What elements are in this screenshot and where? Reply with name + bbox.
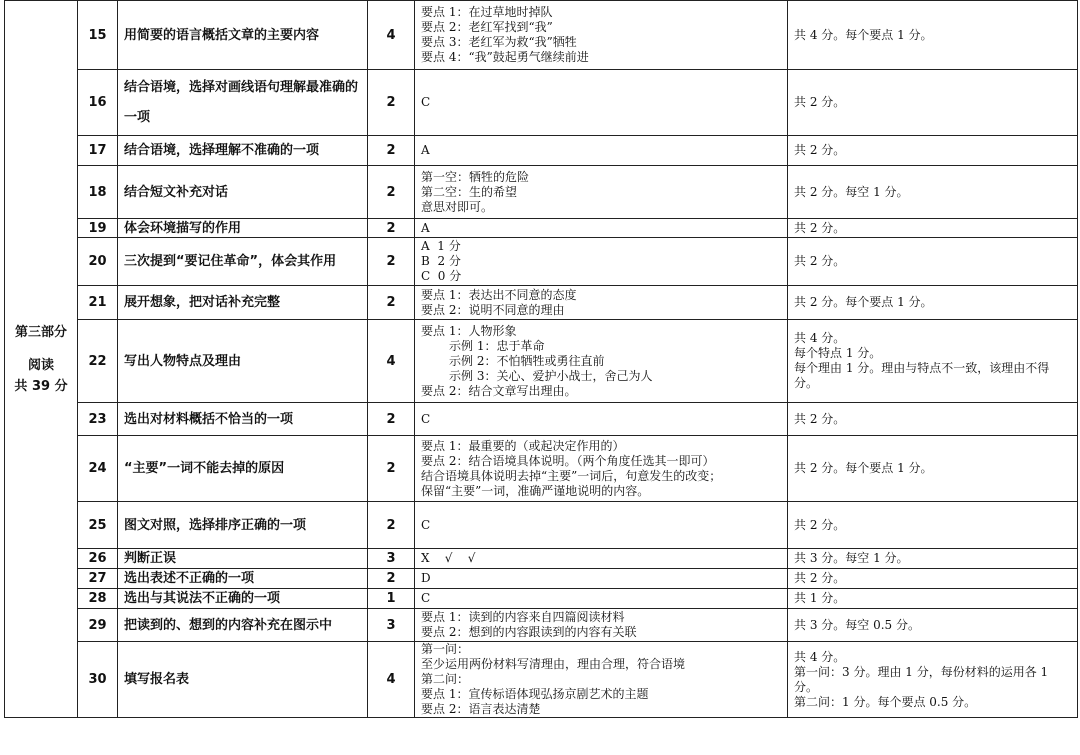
table-row <box>5 1 1078 70</box>
answer-line: 要点 4：“我”鼓起勇气继续前进 <box>421 50 589 64</box>
scoring-note-cell <box>788 589 1078 609</box>
question-description: 三次提到“要记住革命”，体会其作用 <box>118 238 368 286</box>
table-row <box>5 589 1078 609</box>
question-score: 3 <box>368 609 415 642</box>
table-row <box>5 70 1078 136</box>
question-score: 2 <box>368 502 415 549</box>
section-label-cell <box>5 1 78 718</box>
scoring-note-cell <box>788 136 1078 166</box>
question-number: 16 <box>78 70 118 136</box>
answer-line: 要点 2：想到的内容跟读到的内容有关联 <box>421 625 637 639</box>
question-number: 26 <box>78 549 118 569</box>
answer-line: 要点 1：最重要的（或起决定作用的） <box>421 438 625 453</box>
answer-line: D <box>421 571 431 585</box>
answer-line: 要点 2：老红军找到“我” <box>421 20 553 34</box>
answer-line: X √ √ <box>421 551 476 565</box>
question-description: “主要”一词不能去掉的原因 <box>118 436 368 502</box>
answer-cell <box>415 502 788 549</box>
answer-line: 要点 1：宣传标语体现弘扬京剧艺术的主题 <box>421 687 649 701</box>
answer-line: C <box>421 411 431 426</box>
answer-cell <box>415 589 788 609</box>
question-number: 21 <box>78 286 118 320</box>
question-description: 体会环境描写的作用 <box>118 219 368 238</box>
scoring-note-cell <box>788 403 1078 436</box>
question-number: 22 <box>78 320 118 403</box>
answer-cell <box>415 238 788 286</box>
table-row <box>5 219 1078 238</box>
table-row <box>5 166 1078 219</box>
table-row <box>5 436 1078 502</box>
question-description: 用简要的语言概括文章的主要内容 <box>118 1 368 70</box>
question-number: 28 <box>78 589 118 609</box>
question-score: 4 <box>368 320 415 403</box>
scoring-note-cell <box>788 502 1078 549</box>
answer-line: 至少运用两份材料写清理由，理由合理，符合语境 <box>421 657 686 671</box>
question-description: 把读到的、想到的内容补充在图示中 <box>118 609 368 642</box>
answer-cell <box>415 70 788 136</box>
table-row <box>5 403 1078 436</box>
answer-line: 结合语境具体说明去掉“主要”一词后，句意发生的改变； <box>421 468 722 483</box>
scoring-note-cell <box>788 609 1078 642</box>
question-score: 2 <box>368 136 415 166</box>
table-row <box>5 320 1078 403</box>
answer-cell <box>415 609 788 642</box>
scoring-note-line: 每个特点 1 分。 <box>794 346 882 360</box>
answer-line: 示例 2：不怕牺牲或勇往直前 <box>449 353 605 368</box>
answer-line: 要点 2：结合语境具体说明。（两个角度任选其一即可） <box>421 453 715 468</box>
scoring-note-line: 共 2 分。 <box>794 517 846 532</box>
scoring-note-cell <box>788 642 1078 718</box>
scoring-note-cell <box>788 569 1078 589</box>
scoring-note-line: 共 4 分。每个要点 1 分。 <box>794 27 933 42</box>
scoring-note-line: 共 2 分。 <box>794 411 846 426</box>
answer-cell <box>415 1 788 70</box>
scoring-note-cell <box>788 70 1078 136</box>
question-score: 2 <box>368 436 415 502</box>
section-name-label: 阅读 <box>27 357 54 373</box>
table-row <box>5 136 1078 166</box>
answer-line: 要点 1：在过草地时掉队 <box>421 5 553 19</box>
answer-cell <box>415 642 788 718</box>
question-number: 27 <box>78 569 118 589</box>
answer-line: A <box>421 143 430 157</box>
question-number: 23 <box>78 403 118 436</box>
answer-line: B 2 分 <box>421 254 461 268</box>
answer-line: 要点 2：说明不同意的理由 <box>421 302 565 317</box>
scoring-note-line: 共 1 分。 <box>794 591 846 605</box>
scoring-note-cell <box>788 549 1078 569</box>
answer-line: 要点 2：结合文章写出理由。 <box>421 383 577 398</box>
answer-line: A <box>421 220 430 235</box>
question-score: 2 <box>368 569 415 589</box>
question-description: 结合短文补充对话 <box>118 166 368 219</box>
question-score: 3 <box>368 549 415 569</box>
table-row <box>5 569 1078 589</box>
question-score: 2 <box>368 70 415 136</box>
table-row <box>5 238 1078 286</box>
question-number: 18 <box>78 166 118 219</box>
scoring-note-line: 第二问：1 分。每个要点 0.5 分。 <box>794 694 977 709</box>
question-description: 选出对材料概括不恰当的一项 <box>118 403 368 436</box>
answer-cell <box>415 549 788 569</box>
scoring-note-cell <box>788 238 1078 286</box>
answer-line: C <box>421 517 431 532</box>
question-description: 选出与其说法不正确的一项 <box>118 589 368 609</box>
answer-cell <box>415 166 788 219</box>
question-number: 19 <box>78 219 118 238</box>
answer-cell <box>415 403 788 436</box>
question-number: 17 <box>78 136 118 166</box>
answer-cell <box>415 320 788 403</box>
question-description: 结合语境，选择对画线语句理解最准确的一项 <box>118 70 368 136</box>
scoring-note-cell <box>788 436 1078 502</box>
scoring-note-line: 共 4 分。 <box>794 649 846 664</box>
question-score: 2 <box>368 238 415 286</box>
scoring-note-line: 共 2 分。 <box>794 254 846 268</box>
question-score: 2 <box>368 219 415 238</box>
question-score: 4 <box>368 1 415 70</box>
answer-cell <box>415 286 788 320</box>
scoring-note-line: 共 3 分。每空 0.5 分。 <box>794 617 920 632</box>
question-description: 选出表述不正确的一项 <box>118 569 368 589</box>
answer-line: A 1 分 <box>421 239 461 253</box>
scoring-note-line: 每个理由 1 分。理由与特点不一致，该理由不得分。 <box>794 361 1050 390</box>
question-number: 15 <box>78 1 118 70</box>
scoring-note-line: 第一问：3 分。理由 1 分，每份材料的运用各 1 分。 <box>794 664 1052 694</box>
scoring-note-cell <box>788 320 1078 403</box>
question-number: 30 <box>78 642 118 718</box>
scoring-note-line: 共 2 分。每个要点 1 分。 <box>794 295 933 309</box>
question-score: 2 <box>368 403 415 436</box>
question-number: 24 <box>78 436 118 502</box>
scoring-note-line: 共 3 分。每空 1 分。 <box>794 551 909 565</box>
section-part-label: 第三部分 <box>14 324 67 340</box>
table-row <box>5 549 1078 569</box>
answer-line: 要点 2：语言表达清楚 <box>421 702 541 716</box>
question-description: 结合语境，选择理解不准确的一项 <box>118 136 368 166</box>
answer-cell <box>415 136 788 166</box>
question-number: 25 <box>78 502 118 549</box>
question-score: 1 <box>368 589 415 609</box>
answer-line: 要点 1：读到的内容来自四篇阅读材料 <box>421 610 625 624</box>
answer-line: 要点 1：人物形象 <box>421 323 517 338</box>
answer-line: C <box>421 591 431 605</box>
question-score: 4 <box>368 642 415 718</box>
scoring-note-line: 共 2 分。 <box>794 571 846 585</box>
answer-line: 示例 1：忠于革命 <box>449 338 545 353</box>
question-description: 展开想象，把对话补充完整 <box>118 286 368 320</box>
scoring-note-cell <box>788 166 1078 219</box>
scoring-note-line: 共 2 分。 <box>794 220 846 235</box>
answer-cell <box>415 219 788 238</box>
answer-line: 要点 3：老红军为救“我”牺牲 <box>421 35 577 49</box>
answer-cell <box>415 436 788 502</box>
scoring-note-cell <box>788 1 1078 70</box>
table-row <box>5 286 1078 320</box>
scoring-note-line: 共 2 分。每空 1 分。 <box>794 184 909 199</box>
question-score: 2 <box>368 166 415 219</box>
question-description: 写出人物特点及理由 <box>118 320 368 403</box>
question-number: 29 <box>78 609 118 642</box>
answer-line: 第一空：牺牲的危险 <box>421 169 530 184</box>
answer-line: 要点 1：表达出不同意的态度 <box>421 287 577 302</box>
scoring-note-line: 共 4 分。 <box>794 331 846 345</box>
answer-line: 保留“主要”一词，准确严谨地说明的内容。 <box>421 483 650 498</box>
question-number: 20 <box>78 238 118 286</box>
table-row <box>5 609 1078 642</box>
question-score: 2 <box>368 286 415 320</box>
answer-line: 第二空：生的希望 <box>421 184 518 199</box>
table-row <box>5 642 1078 718</box>
answer-line: C 0 分 <box>421 269 462 283</box>
scoring-note-cell <box>788 219 1078 238</box>
question-description: 判断正误 <box>118 549 368 569</box>
scoring-note-line: 共 2 分。 <box>794 143 846 157</box>
section-total-label: 共 39 分 <box>14 378 68 394</box>
scoring-note-line: 共 2 分。 <box>794 95 846 109</box>
scoring-note-cell <box>788 286 1078 320</box>
answer-cell <box>415 569 788 589</box>
answer-key-table <box>4 0 1078 718</box>
question-description: 图文对照，选择排序正确的一项 <box>118 502 368 549</box>
answer-line: 第二问： <box>421 672 470 686</box>
answer-line: 示例 3：关心、爱护小战士，舍己为人 <box>449 368 653 383</box>
scoring-note-line: 共 2 分。每个要点 1 分。 <box>794 461 933 475</box>
answer-line: 第一问： <box>421 642 470 656</box>
question-description: 填写报名表 <box>118 642 368 718</box>
answer-line: C <box>421 95 431 109</box>
table-row <box>5 502 1078 549</box>
answer-line: 意思对即可。 <box>421 199 494 214</box>
